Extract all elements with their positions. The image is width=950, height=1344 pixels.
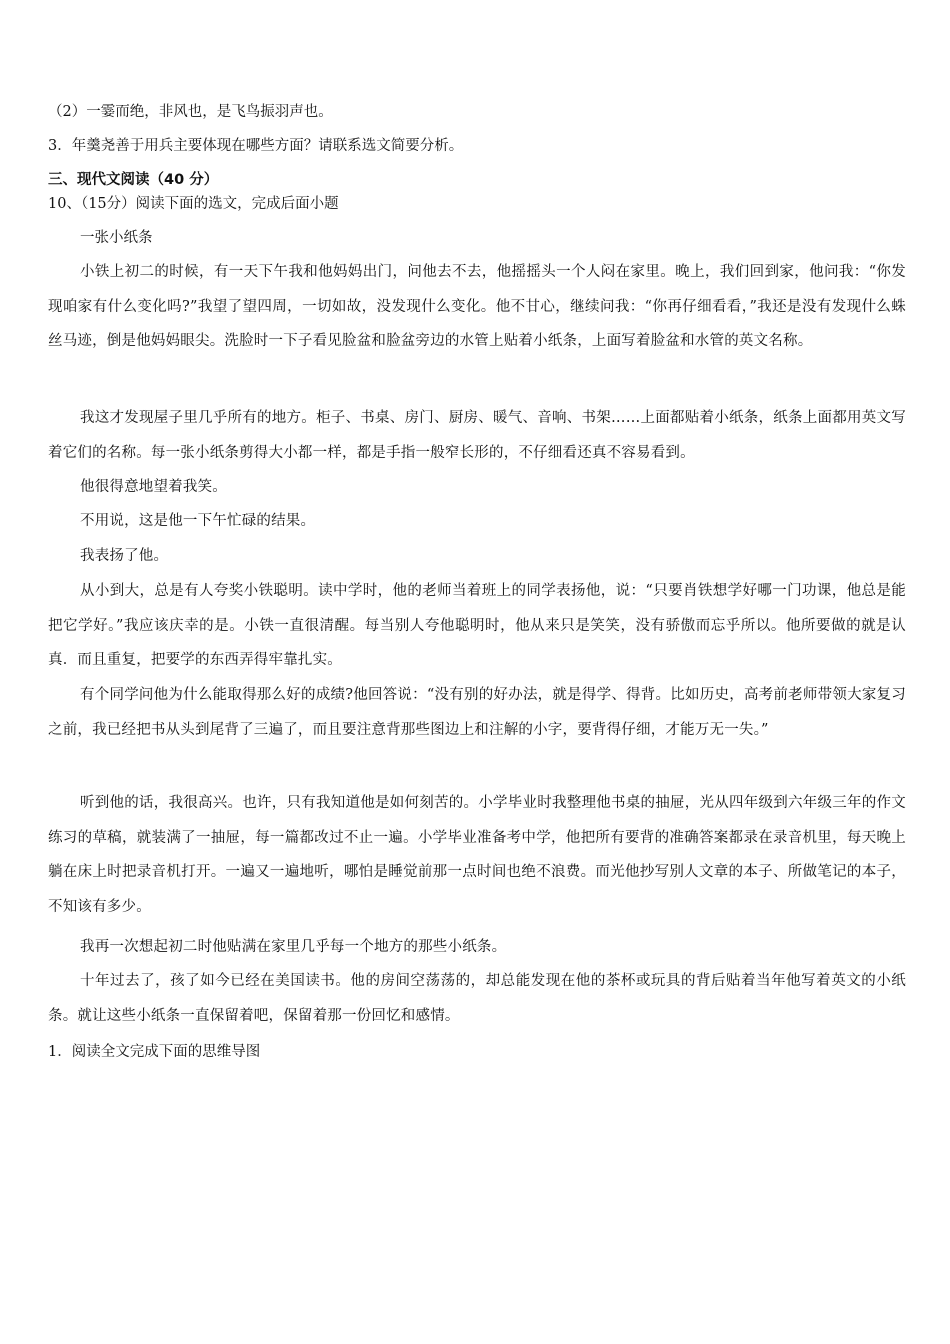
article-paragraph-9: 我再一次想起初二时他贴满在家里几乎每一个地方的那些小纸条。 bbox=[80, 939, 507, 955]
article-paragraph-7: 有个同学问他为什么能取得那么好的成绩?他回答说：“没有别的好办法，就是得学、得背。比如历史，高考前老师带领大家复习之前，我已经把书从头到尾背了三遍了，而且要注意背那些图边上和注解的小字，要背得仔细，才能万无一失。” bbox=[48, 687, 906, 738]
article-paragraph-10: 十年过去了，孩了如今已经在美国读书。他的房间空荡荡的，却总能发现在他的茶杯或玩具的背后贴着当年他写着英文的小纸条。就让这些小纸条一直保留着吧，保留着那一份回忆和感情。 bbox=[48, 973, 906, 1024]
article-paragraph-8: 听到他的话，我很高兴。也许，只有我知道他是如何刻苦的。小学毕业时我整理他书桌的抽屉，光从四年级到六年级三年的作文练习的草稿，就装满了一抽屉，每一篇都改过不止一遍。小学毕业准备考中学，他把所有要背的准确答案都录在录音机里，每天晚上躺在床上时把录音机打开。一遍又一遍地听，哪怕是睡觉前那一点时间也绝不浪费。而光他抄写别人文章的本子、所做笔记的本子，不知该有多少。 bbox=[48, 795, 906, 915]
article-paragraph-4: 不用说，这是他一下午忙碌的结果。 bbox=[80, 513, 316, 529]
article-paragraph-6: 从小到大，总是有人夸奖小铁聪明。读中学时，他的老师当着班上的同学表扬他，说：“只要肖铁想学好哪一门功课，他总是能把它学好。”我应该庆幸的是。小铁一直很清醒。每当别人夸他聪明时，他从来只是笑笑，没有骄傲而忘乎所以。他所要做的就是认真．而且重复，把要学的东西弄得牢靠扎实。 bbox=[48, 583, 906, 668]
article-paragraph-3: 他很得意地望着我笑。 bbox=[80, 479, 227, 495]
article-paragraph-1: 小铁上初二的时候，有一天下午我和他妈妈出门，问他去不去，他摇摇头一个人闷在家里。晚上，我们回到家，他问我：“你发现咱家有什么变化吗?”我望了望四周，一切如故，没发现什么变化。他不甘心，继续问我：“你再仔细看看，”我还是没有发现什么蛛丝马迹，倒是他妈妈眼尖。洗脸时一下子看见脸盆和脸盆旁边的水管上贴着小纸条，上面写着脸盆和水管的英文名称。 bbox=[48, 264, 906, 349]
question-10-instruction: 10、（15分）阅读下面的选文，完成后面小题 bbox=[48, 196, 339, 212]
task-question-1: 1．阅读全文完成下面的思维导图 bbox=[48, 1044, 261, 1060]
article-title: 一张小纸条 bbox=[80, 230, 153, 246]
article-paragraph-5: 我表扬了他。 bbox=[80, 548, 169, 564]
section-heading: 三、现代文阅读（40 分） bbox=[48, 172, 219, 188]
question-3: 3．年羹尧善于用兵主要体现在哪些方面？请联系选文简要分析。 bbox=[48, 138, 464, 154]
article-paragraph-2: 我这才发现屋子里几乎所有的地方。柜子、书桌、房门、厨房、暖气、音响、书架……上面都贴着小纸条，纸条上面都用英文写着它们的名称。每一张小纸条剪得大小都一样，都是手指一般窄长形的，不仔细看还真不容易看到。 bbox=[48, 410, 906, 461]
question-item-2: （2）一霎而绝，非风也，是飞鸟振羽声也。 bbox=[48, 104, 333, 120]
